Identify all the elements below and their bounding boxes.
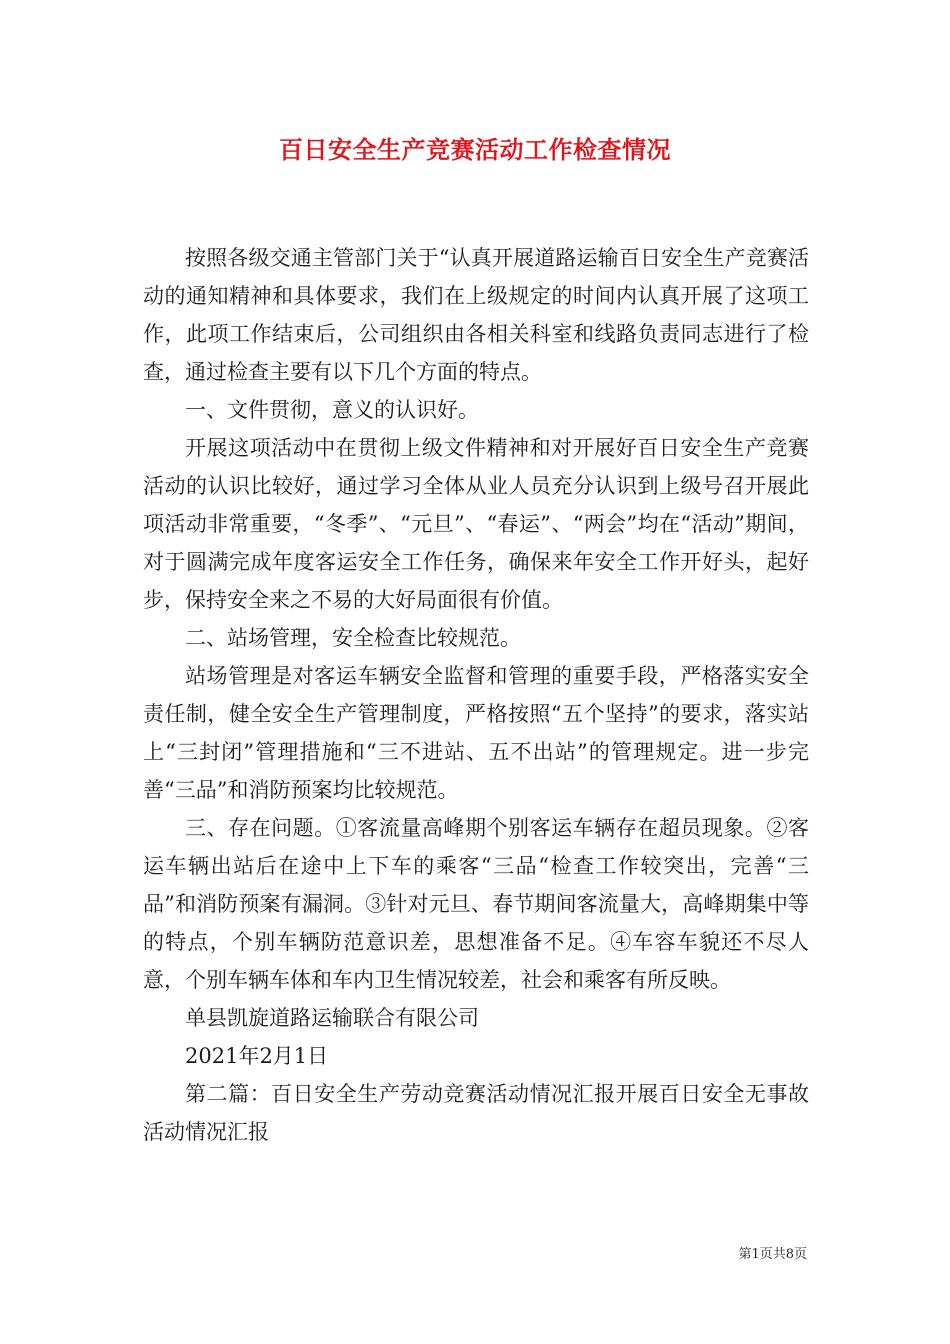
document-body: [143, 239, 809, 1151]
paragraph-intro: 按照各级交通主管部门关于“认真开展道路运输百日安全生产竞赛活动的通知精神和具体要求，我们在上级规定的时间内认真开展了这项工作，此项工作结束后，公司组织由各相关科室和线路负责同志进行了检查，通过检查主要有以下几个方面的特点。: [143, 246, 809, 384]
paragraph-section-1: 开展这项活动中在贯彻上级文件精神和对开展好百日安全生产竞赛活动的认识比较好，通过学习全体从业人员充分认识到上级号召开展此项活动非常重要，“冬季”、“元旦”、“春运”、“两会”均在“活动”期间，对于圆满完成年度客运安全工作任务，确保来年安全工作开好头，起好步，保持安全来之不易的大好局面很有价值。: [143, 436, 809, 612]
heading-section-2: 二、站场管理，安全检查比较规范。: [185, 626, 521, 650]
signature-company: 单县凯旋道路运输联合有限公司: [185, 1006, 479, 1030]
paragraph-next-article: 第二篇：百日安全生产劳动竞赛活动情况汇报开展百日安全无事故活动情况汇报: [143, 1082, 809, 1144]
heading-section-1: 一、文件贯彻，意义的认识好。: [185, 398, 479, 422]
page-number: 第1页共8页: [738, 1247, 807, 1262]
paragraph-section-3: 三、存在问题。①客流量高峰期个别客运车辆存在超员现象。②客运车辆出站后在途中上下车的乘客“三品“检查工作较突出，完善“三品”和消防预案有漏洞。③针对元旦、春节期间客流量大，高峰期集中等的特点，个别车辆防范意识差，思想准备不足。④车容车貌还不尽人意，个别车辆车体和车内卫生情况较差，社会和乘客有所反映。: [143, 816, 809, 992]
document-title: 百日安全生产竞赛活动工作检查情况: [279, 135, 671, 164]
signature-date: 2021年2月1日: [185, 1044, 329, 1068]
paragraph-section-2: 站场管理是对客运车辆安全监督和管理的重要手段，严格落实安全责任制，健全安全生产管理制度，严格按照“五个坚持”的要求，落实站上“三封闭”管理措施和“三不进站、五不出站”的管理规定。进一步完善“三品”和消防预案均比较规范。: [143, 664, 809, 802]
